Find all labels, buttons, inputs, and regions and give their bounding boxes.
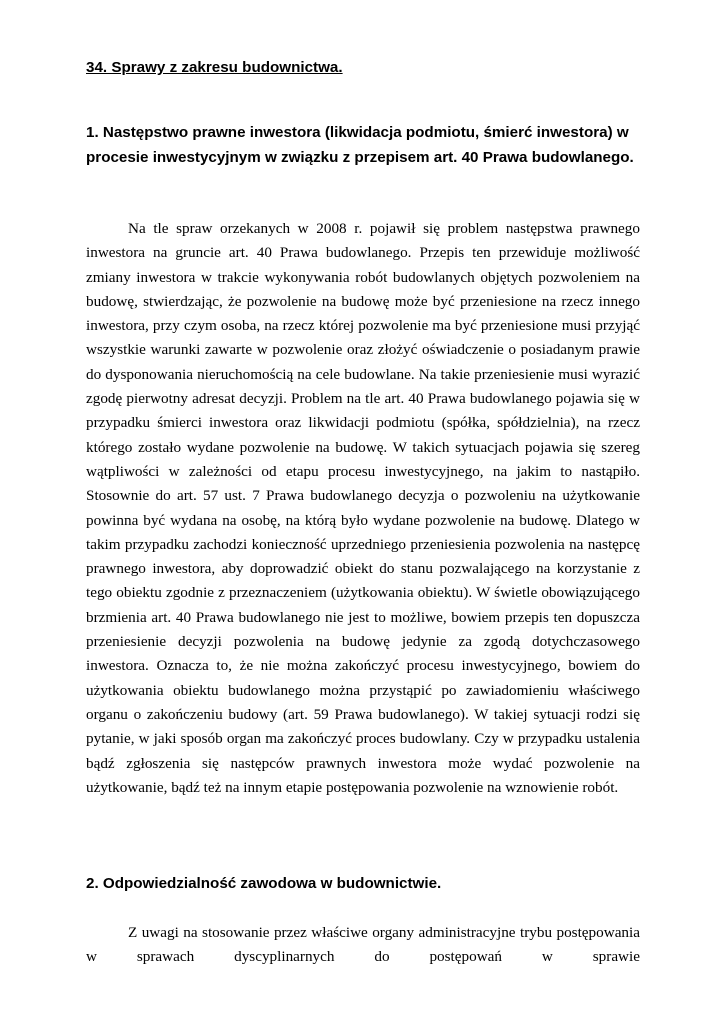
section-1-paragraph: Na tle spraw orzekanych w 2008 r. pojawił się problem następstwa prawnego inwestora na gruncie art. 40 Prawa budowlanego. Przepis ten przewiduje możliwość zmiany inwestora w trakcie wykonywania robót budowlanych objętych pozwoleniem na budowę, stwierdzając, że pozwolenie na budowę może być przeniesione na rzecz innego inwestora, przy czym osoba, na rzecz której pozwolenie ma być przeniesione musi przyjąć wszystkie warunki zawarte w pozwolenie oraz złożyć oświadczenie o posiadanym prawie do dysponowania nieruchomością na cele budowlane. Na takie przeniesienie musi wyrazić zgodę pierwotny adresat decyzji. Problem na tle art. 40 Prawa budowlanego pojawia się w przypadku śmierci inwestora oraz likwidacji podmiotu (spółka, spółdzielnia), na rzecz którego zostało wydane pozwolenie na budowę. W takich sytuacjach pojawia się szereg wątpliwości w zależności od etapu procesu inwestycyjnego, na jakim to nastąpiło. Stosownie do art. 57 ust. 7 Prawa budowlanego decyzja o pozwoleniu na użytkowanie powinna być wydana na osobę, na którą było wydane pozwolenie na budowę. Dlatego w takim przypadku zachodzi konieczność uprzedniego przeniesienia pozwolenia na następcę prawnego inwestora, aby doprowadzić obiekt do stanu pozwalającego na korzystanie z tego obiektu zgodnie z przeznaczeniem (użytkowania obiektu). W świetle obowiązującego brzmienia art. 40 Prawa budowlanego nie jest to możliwe, bowiem przepis ten dopuszcza przeniesienie decyzji pozwolenia na budowę jedynie za zgodą dotychczasowego inwestora. Oznacza to, że nie można zakończyć procesu inwestycyjnego, bowiem do użytkowania obiektu budowlanego można przystąpić po zawiadomieniu właściwego organu o zakończeniu budowy (art. 59 Prawa budowlanego). W takiej sytuacji rodzi się pytanie, w jaki sposób organ ma zakończyć proces budowlany. Czy w przypadku ustalenia bądź zgłoszenia się następców prawnych inwestora może wydać pozwolenie na użytkowanie, bądź też na innym etapie postępowania pozwolenie na wznowienie robót. <box>86 220 640 796</box>
section-2-paragraph: Z uwagi na stosowanie przez właściwe organy administracyjne trybu postępowania w sprawach dyscyplinarnych do postępowań w sprawie <box>86 924 640 966</box>
section-heading-1: 1. Następstwo prawne inwestora (likwidacja podmiotu, śmierć inwestora) w procesie inwestycyjnym w związku z przepisem art. 40 Prawa budowlanego. <box>86 124 634 166</box>
section-heading-2: 2. Odpowiedzialność zawodowa w budownictwie. <box>86 875 442 892</box>
main-title: 34. Sprawy z zakresu budownictwa. <box>86 59 343 76</box>
